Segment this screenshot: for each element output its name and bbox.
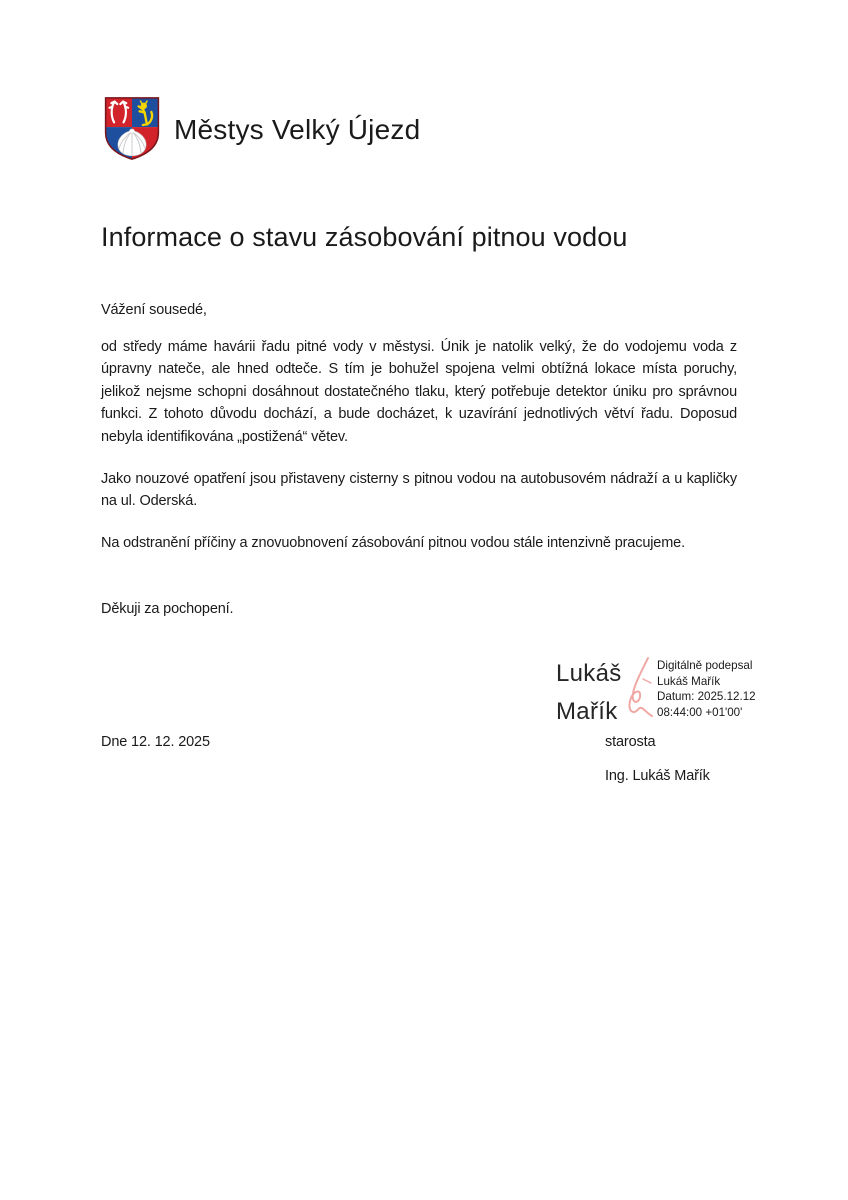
- document-title: Informace o stavu zásobování pitnou vodou: [101, 222, 628, 252]
- stamp-name-line: Lukáš: [556, 660, 622, 687]
- signer-role: starosta: [605, 734, 656, 750]
- org-name: Městys Velký Újezd: [174, 114, 421, 145]
- body-paragraph: Na odstranění příčiny a znovuobnovení zásobování pitnou vodou stále intenzivně pracujeme.: [101, 534, 685, 551]
- quarter-1-field: [106, 97, 132, 126]
- signature-note-line: Lukáš Mařík: [657, 674, 721, 688]
- body-paragraph: od středy máme havárii řadu pitné vody v městysi. Únik je natolik velký, že do vodojemu voda z úpravny nateče, ale hned odteče. S tím je bohužel spojena velmi obtížná lokace místa poruchy, jelikož nejsme schopni dosáhnout dostatečného tlaku, který potřebuje detektor úniku pro správnou funkci. Z tohoto důvodu dochází, a bude docházet, k uzavírání jednotlivých větví řadu. Doposud nebyla identifikována „postižená“ větev.: [101, 338, 737, 445]
- signature-note-line: 08:44:00 +01'00': [657, 705, 743, 719]
- closing-line: Děkuji za pochopení.: [101, 601, 234, 618]
- digital-signature-stamp-name: [556, 655, 622, 731]
- stamp-name-line: Mařík: [556, 698, 618, 725]
- date-line: Dne 12. 12. 2025: [101, 734, 210, 750]
- signature-flourish-icon: [619, 653, 657, 732]
- signature-note-line: Datum: 2025.12.12: [657, 690, 756, 704]
- digital-signature-details: [657, 658, 756, 720]
- signature-note-line: Digitálně podepsal: [657, 659, 753, 672]
- salutation: Vážení sousedé,: [101, 302, 207, 318]
- signer-name: Ing. Lukáš Mařík: [605, 768, 710, 784]
- body-paragraph: Jako nouzové opatření jsou přistaveny cisterny s pitnou vodou na autobusovém nádraží a u kapličky na ul. Oderská.: [101, 470, 737, 510]
- coat-of-arms-icon: [101, 95, 163, 166]
- letterhead: [101, 97, 737, 163]
